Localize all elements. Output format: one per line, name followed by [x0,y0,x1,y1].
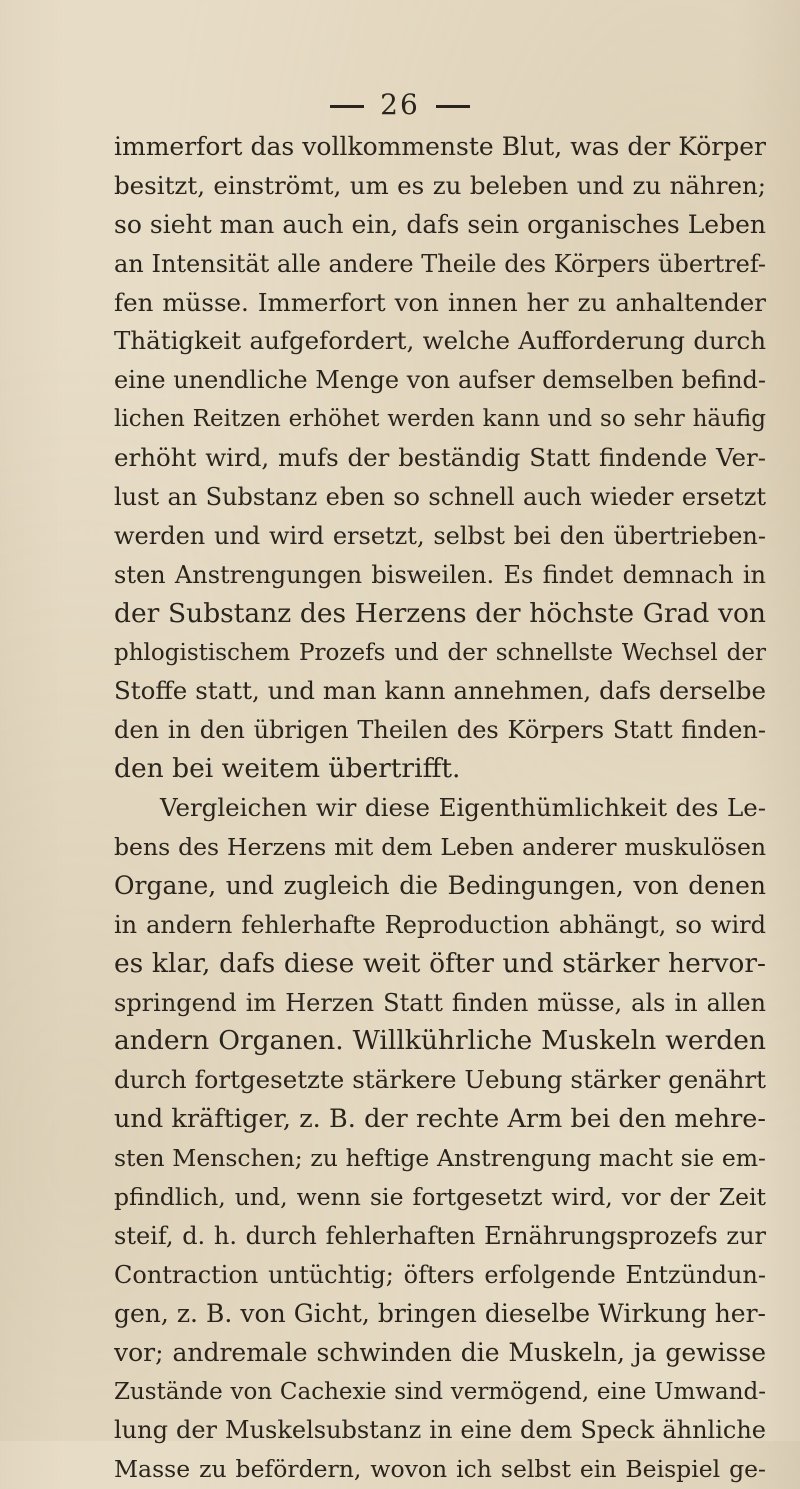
text-line: Zustände von Cachexie sind vermögend, eine Umwand- [114,1378,766,1405]
text-line: Organe, und zugleich die Bedingungen, von denen [114,870,766,900]
text-line: Stoffe statt, und man kann annehmen, dafs derselbe [114,676,766,706]
text-line: immerfort das vollkommenste Blut, was der Körper [114,132,766,161]
text-line: erhöht wird, mufs der beständig Statt findende Ver- [114,443,766,473]
text-line: durch fortgesetzte stärkere Uebung stärker genährt [114,1065,766,1095]
paragraph-start-line: Vergleichen wir diese Eigenthümlichkeit des Le- [160,793,766,823]
text-line: springend im Herzen Statt finden müsse, als in allen [114,988,766,1017]
text-line: an Intensität alle andere Theile des Körpers übertref- [114,249,766,278]
text-line: sten Menschen; zu heftige Anstrengung macht sie em- [114,1144,766,1173]
paragraph-end-line: den bei weitem übertrifft. [114,753,461,785]
body-text [114,128,766,1489]
text-line: und kräftiger, z. B. der rechte Arm bei den mehre- [114,1104,766,1135]
text-line: steif, d. h. durch fehlerhaften Ernährungsprozefs zur [114,1221,766,1250]
text-line: Thätigkeit aufgefordert, welche Aufforderung durch [114,326,766,356]
text-line: lichen Reitzen erhöhet werden kann und so sehr häufig [114,406,766,433]
text-line: bens des Herzens mit dem Leben anderer muskulösen [114,833,766,862]
text-line: eine unendliche Menge von aufser demselben befind- [114,366,766,395]
text-line: sten Anstrengungen bisweilen. Es findet demnach in [114,560,766,589]
text-line: andern Organen. Willkührliche Muskeln werden [114,1025,766,1057]
text-line: pfindlich, und, wenn sie fortgesetzt wird, vor der Zeit [114,1183,766,1212]
text-line: fen müsse. Immerfort von innen her zu anhaltender [114,287,766,317]
text-line: gen, z. B. von Gicht, bringen dieselbe Wirkung her- [114,1298,766,1328]
text-line: lung der Muskelsubstanz in eine dem Speck ähnliche [114,1416,766,1445]
text-line: lust an Substanz eben so schnell auch wieder ersetzt [114,483,766,512]
text-line: in andern fehlerhafte Reproduction abhängt, so wird [114,910,766,939]
text-line: Masse zu befördern, wovon ich selbst ein Beispiel ge- [114,1455,766,1484]
text-line: besitzt, einströmt, um es zu beleben und zu nähren; [114,170,766,200]
header-right-dash [436,105,470,108]
text-line: Contraction untüchtig; öfters erfolgende Entzündun- [114,1260,766,1289]
page-header [0,88,800,121]
text-line: so sieht man auch ein, dafs sein organisches Leben [114,209,766,239]
header-left-dash [330,105,364,108]
text-line: der Substanz des Herzens der höchste Grad von [114,597,766,629]
text-line: den in den übrigen Theilen des Körpers Statt finden- [114,716,766,745]
text-line: werden und wird ersetzt, selbst bei den übertrieben- [114,521,766,550]
text-line: vor; andremale schwinden die Muskeln, ja gewisse [114,1337,766,1367]
page-number: 26 [380,88,420,121]
text-line: es klar, dafs diese weit öfter und stärker hervor- [114,947,766,979]
text-line: phlogistischem Prozefs und der schnellste Wechsel der [114,639,766,666]
